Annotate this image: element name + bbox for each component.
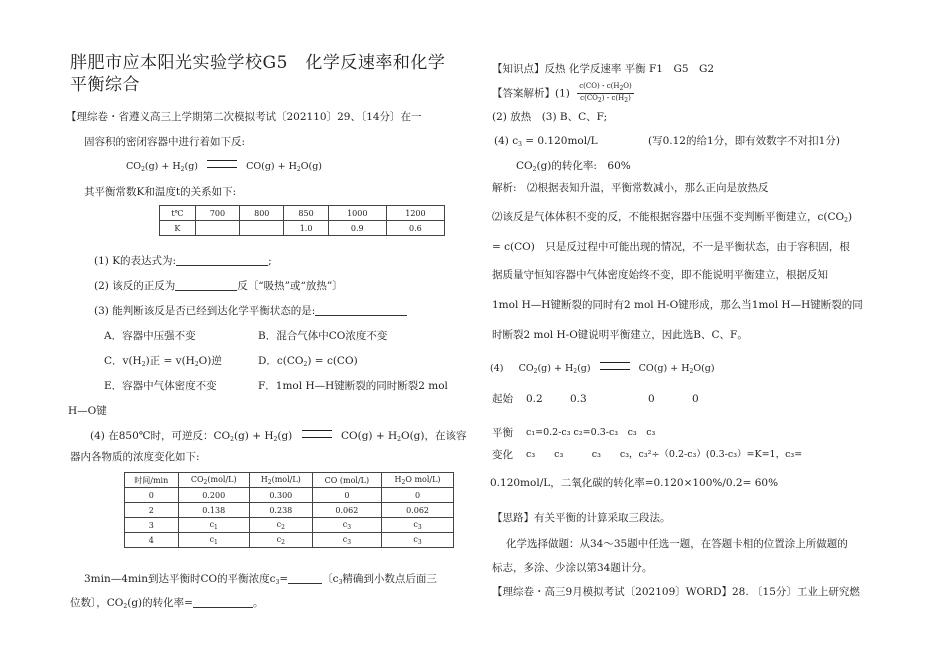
question-4: (4) 在850℃时，可逆反：$CO_2(g) + H_2(g) CO(g) + H_2O(g)$，在该容 <box>90 430 467 443</box>
equilibrium-arrow-icon <box>600 362 630 370</box>
start-value: 0 <box>692 393 699 405</box>
option-f: F．1mol H—H键断裂的同时断裂2 mol <box>258 380 448 392</box>
explanation-2: ⑵该反是气体体积不变的反，不能根据容器中压强不变判断平衡建立，$c(CO_2)$ <box>492 211 853 224</box>
table-row: K 1.0 0.9 0.6 <box>160 221 445 236</box>
explanation-1: 解析: ⑵根据表知升温，平衡常数减小，那么正向是放热反 <box>492 182 769 194</box>
table-row: 2 0.138 0.238 0.062 0.062 <box>125 503 454 518</box>
question-2: (2) 该反的正反为 反〔“吸热”或“放热”〕 <box>94 280 343 292</box>
table-row: 3 $c_1$ $c_2$ $c_3$ $c_3$ <box>125 518 454 533</box>
next-question-source: 【理综卷・高三9月模拟考试〔202109〕WORD】28. 〔15分〕工业上研究燃 <box>492 586 860 598</box>
answer-2-3: (2) 放热 (3) B、C、F; <box>492 111 608 123</box>
question-4-ask-line2: 位数〕，$CO_2(g)$的转化率= 。 <box>70 597 264 610</box>
equilibrium-label: 平衡 <box>492 427 513 439</box>
k-intro: 其平衡常数K和温度t的关系如下: <box>84 186 237 198</box>
table-row: 4 $c_1$ $c_2$ $c_3$ $c_3$ <box>125 533 454 548</box>
equilibrium-values: c₁=0.2-c₃ c₂=0.3-c₃ c₃ c₃ <box>526 427 656 438</box>
table-row: 0 0.200 0.300 0 0 <box>125 488 454 503</box>
answer-blank[interactable] <box>315 304 407 316</box>
table-row: t℃ 700 800 850 1000 1200 <box>160 206 445 221</box>
equilibrium-arrow-icon <box>207 160 237 168</box>
answer-blank[interactable] <box>193 596 253 608</box>
k-expression-fraction: $\frac{c(CO)・c(H_2O)}{c(CO_2)・c(H_2)}$ <box>579 82 632 104</box>
explanation-4: 据质量守恒知容器中气体密度始终不变，即不能说明平衡建立，根据反知 <box>492 269 828 281</box>
start-value: 0.2 <box>526 393 543 405</box>
equation-4: (4) $CO_2(g) + H_2(g) CO(g) + H_2O(g)$ <box>490 363 715 375</box>
option-c: C．$v(H_2)$正 = $v(H_2O)$逆 <box>104 355 222 368</box>
option-e: E．容器中气体密度不变 <box>104 380 217 392</box>
start-value: 0.3 <box>570 393 587 405</box>
answer-blank[interactable] <box>288 572 322 584</box>
answer-4-note: (写0.12的给1分，即有效数字不对扣1分) <box>648 135 840 147</box>
table-row: 时间/min $CO_2(mol/L)$ $H_2(mol/L)$ CO (mol/L) $H_2O$ mol/L) <box>125 473 454 488</box>
answer-blank[interactable] <box>176 254 268 266</box>
doc-title-line1: 胖肥市应本阳光实验学校G5 化学反速率和化学 <box>70 53 446 73</box>
question-intro: 固容积的密闭容器中进行着如下反: <box>84 136 246 148</box>
choice-instruction-1: 化学选择做题：从34～35题中任选一题，在答题卡相的位置涂上所做题的 <box>506 538 848 550</box>
change-label: 变化 <box>492 449 513 461</box>
answer-4-conversion: $CO_2(g)$的转化率: 60% <box>516 160 631 173</box>
equilibrium-arrow-icon <box>302 430 332 438</box>
question-4-ask: 3min—4min到达平衡时CO的平衡浓度$c_3=$ 〔$c_3$精确到小数点后面三 <box>84 573 437 586</box>
concentration-table <box>124 472 454 548</box>
choice-instruction-2: 标志，多涂、少涂以第34题计分。 <box>492 562 653 574</box>
option-a: A．容器中压强不变 <box>104 330 196 342</box>
question-4-line2: 器内各物质的浓度变化如下: <box>70 451 200 463</box>
question-source: 【理综卷・省遵义高三上学期第二次模拟考试〔202110〕29、〔14分〕在一 <box>66 111 422 123</box>
knowledge-points: 【知识点】反热 化学反速率 平衡 F1 G5 G2 <box>492 63 715 75</box>
question-1: (1) K的表达式为: ; <box>94 255 272 267</box>
option-f-cont: H—O键 <box>68 405 107 417</box>
answer-1: 【答案解析】(1) $\frac{c(CO)・c(H_2O)}{c(CO_2)・c(H_2)}$ <box>492 82 632 104</box>
question-3: (3) 能判断该反是否已经到达化学平衡状态的是: <box>94 304 407 318</box>
explanation-3: = c(CO) 只是反过程中可能出现的情况，不一是平衡状态，由于容积固，根 <box>492 241 850 253</box>
start-label: 起始 <box>492 393 513 405</box>
result-line: 0.120mol/L，二氧化碳的转化率=0.120×100%/0.2= 60% <box>490 477 779 489</box>
start-value: 0 <box>648 393 655 405</box>
doc-title-line2: 平衡综合 <box>70 75 140 95</box>
answer-blank[interactable] <box>175 279 237 291</box>
k-table <box>159 205 445 236</box>
option-b: B．混合气体中CO浓度不变 <box>258 330 388 342</box>
explanation-6: 时断裂2 mol H-O键说明平衡建立，因此选B、C、F。 <box>492 329 748 341</box>
option-d: D．$c(CO_2) = c(CO)$ <box>258 355 358 368</box>
thinking: 【思路】有关平衡的计算采取三段法。 <box>492 512 671 524</box>
change-values: c₃ c₃ c₃ c₃，c₃²÷（0.2-c₃）(0.3-c₃）=K=1，c₃= <box>526 449 803 460</box>
answer-4: (4) $c_3 = 0.120mol/L$ <box>494 135 598 148</box>
explanation-5: 1mol H—H键断裂的同时有2 mol H-O键形成，那么当1mol H—H键断裂的同 <box>492 299 863 311</box>
reaction-equation: $CO_2(g) + H_2(g) CO(g) + H_2O(g)$ <box>126 161 323 173</box>
